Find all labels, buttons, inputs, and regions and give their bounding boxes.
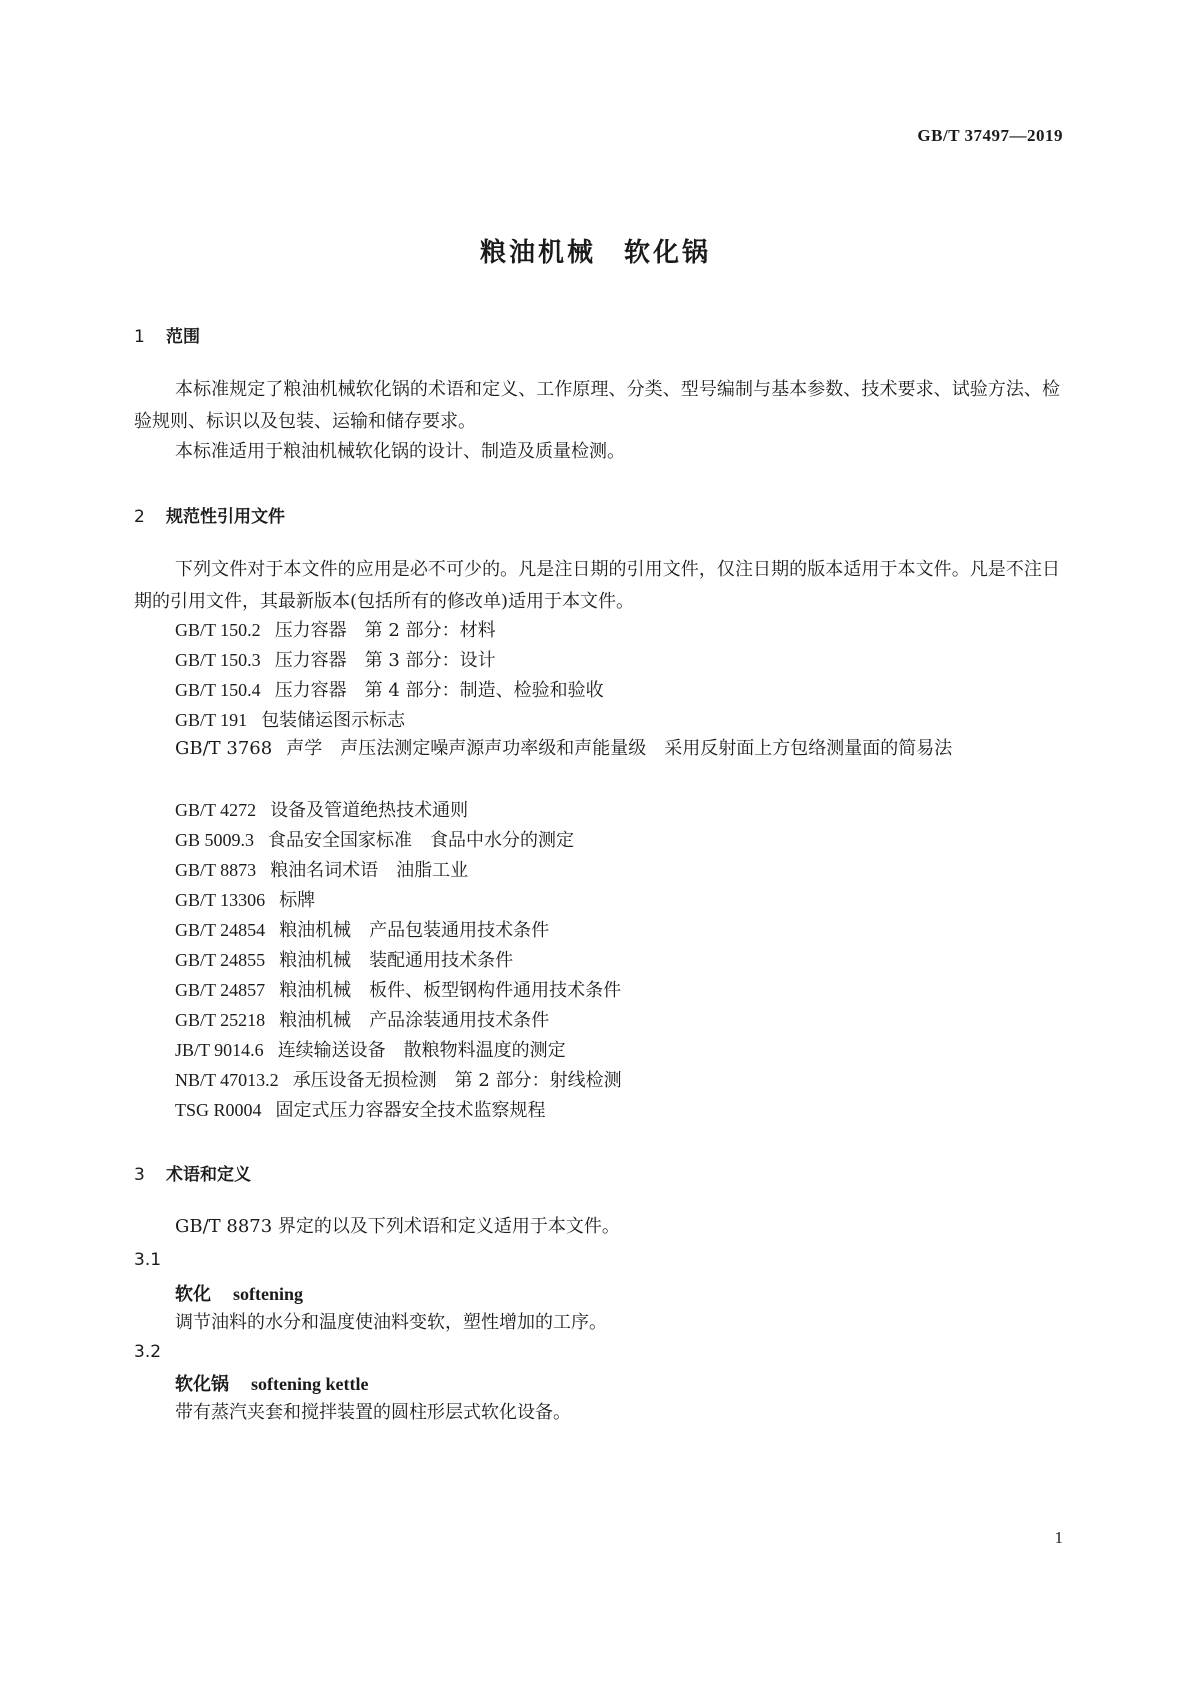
scope-paragraph-2: 本标准适用于粮油机械软化锅的设计、制造及质量检测。	[175, 441, 625, 462]
section-number: 2	[134, 507, 145, 527]
term-number: 3.2	[134, 1342, 162, 1362]
reference-item: GB/T 191 包装储运图示标志	[175, 710, 406, 731]
reference-item: GB/T 13306 标牌	[175, 890, 316, 911]
title-part-1: 粮油机械	[479, 238, 596, 268]
terms-intro: GB/T 8873 界定的以及下列术语和定义适用于本文件。	[175, 1216, 620, 1237]
reference-item: GB 5009.3 食品安全国家标准 食品中水分的测定	[175, 830, 575, 851]
reference-item: GB/T 150.4 压力容器 第 4 部分：制造、检验和验收	[175, 680, 604, 701]
section-title: 范围	[166, 327, 200, 347]
reference-item: GB/T 4272 设备及管道绝热技术通则	[175, 800, 469, 821]
section-heading-references	[134, 502, 285, 527]
scope-paragraph-1: 本标准规定了粮油机械软化锅的术语和定义、工作原理、分类、型号编制与基本参数、技术要求、试验方法、检验规则、标识以及包装、运输和储存要求。	[134, 379, 1060, 432]
reference-item: GB/T 3768 声学 声压法测定噪声源声功率级和声能量级 采用反射面上方包络测量面的简易法	[175, 738, 953, 759]
standard-code: GB/T 37497—2019	[917, 126, 1063, 145]
term-heading: 软化 softening	[175, 1284, 304, 1305]
references-intro: 下列文件对于本文件的应用是必不可少的。凡是注日期的引用文件，仅注日期的版本适用于本文件。凡是不注日期的引用文件，其最新版本(包括所有的修改单)适用于本文件。	[134, 559, 1060, 612]
reference-item: GB/T 25218 粮油机械 产品涂装通用技术条件	[175, 1010, 550, 1031]
reference-item: GB/T 150.3 压力容器 第 3 部分：设计	[175, 650, 496, 671]
reference-item: GB/T 150.2 压力容器 第 2 部分：材料	[175, 620, 496, 641]
reference-item: GB/T 24855 粮油机械 装配通用技术条件	[175, 950, 514, 971]
reference-item: NB/T 47013.2 承压设备无损检测 第 2 部分：射线检测	[175, 1070, 622, 1091]
section-heading-terms	[134, 1160, 251, 1185]
page-title	[0, 232, 1191, 269]
page-number: 1	[1054, 1528, 1063, 1547]
title-part-2: 软化锅	[624, 238, 712, 268]
term-definition: 带有蒸汽夹套和搅拌装置的圆柱形层式软化设备。	[175, 1402, 571, 1423]
reference-item: TSG R0004 固定式压力容器安全技术监察规程	[175, 1100, 546, 1121]
section-title: 术语和定义	[166, 1165, 251, 1185]
term-number: 3.1	[134, 1250, 162, 1270]
term-heading: 软化锅 softening kettle	[175, 1374, 369, 1395]
section-title: 规范性引用文件	[166, 507, 285, 527]
section-number: 1	[134, 327, 145, 347]
reference-item: GB/T 8873 粮油名词术语 油脂工业	[175, 860, 469, 881]
term-definition: 调节油料的水分和温度使油料变软，塑性增加的工序。	[175, 1312, 607, 1333]
reference-item: GB/T 24854 粮油机械 产品包装通用技术条件	[175, 920, 550, 941]
reference-item: JB/T 9014.6 连续输送设备 散粮物料温度的测定	[175, 1040, 566, 1061]
section-heading-scope	[134, 322, 200, 347]
section-number: 3	[134, 1165, 145, 1185]
reference-item: GB/T 24857 粮油机械 板件、板型钢构件通用技术条件	[175, 980, 622, 1001]
